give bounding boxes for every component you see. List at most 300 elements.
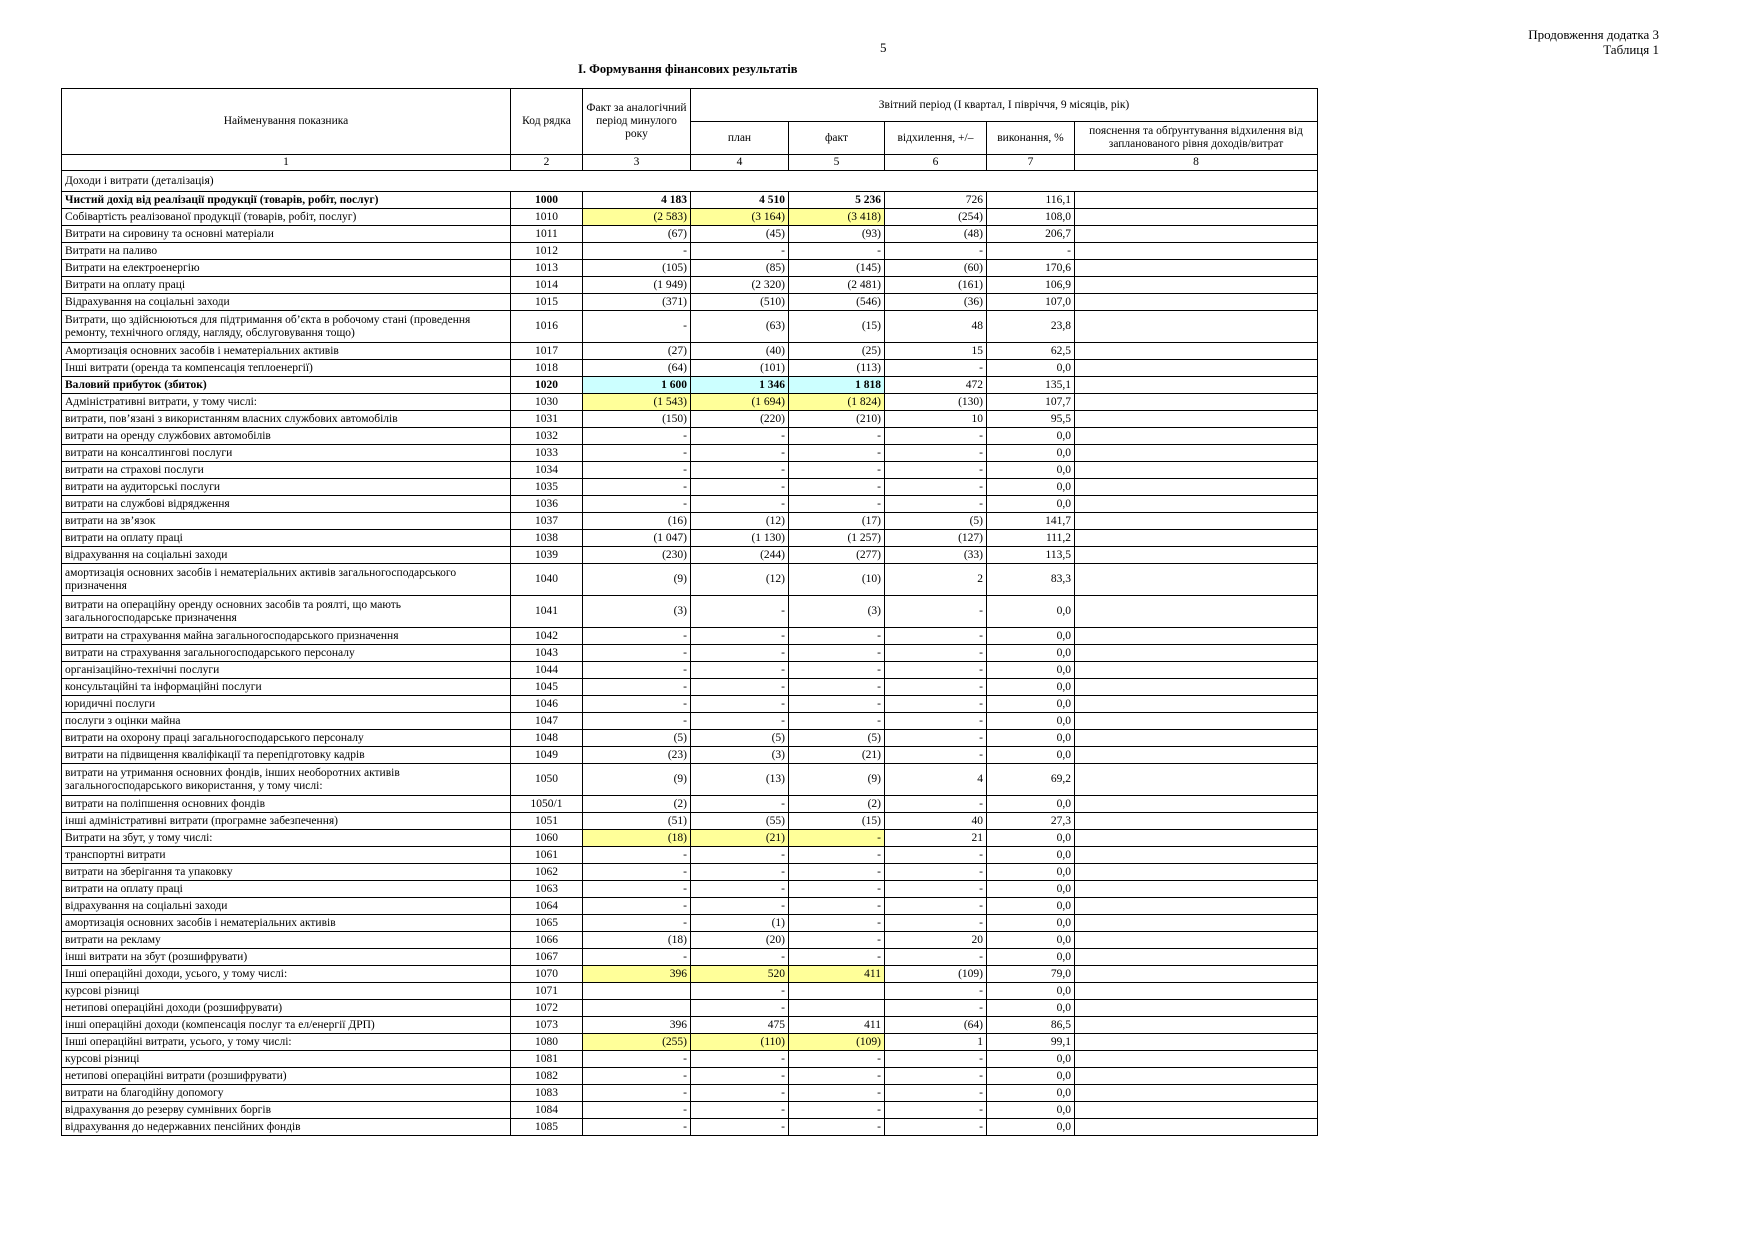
fact-value: (277) [789,547,885,564]
row-name: витрати на рекламу [62,932,511,949]
fact-value [789,1000,885,1017]
row-code: 1010 [511,209,583,226]
prev-year-fact: - [583,1119,691,1136]
prev-year-fact: (16) [583,513,691,530]
deviation-value: (33) [885,547,987,564]
table-row [62,530,1318,547]
plan-value: 475 [691,1017,789,1034]
fact-value: - [789,864,885,881]
row-code: 1039 [511,547,583,564]
explanation-cell [1075,192,1318,209]
row-code: 1062 [511,864,583,881]
explanation-cell [1075,1017,1318,1034]
execution-percent: 95,5 [987,411,1075,428]
fact-value: - [789,881,885,898]
fact-value: - [789,1119,885,1136]
prev-year-fact: - [583,679,691,696]
appendix-continuation: Продовження додатка 3 [1528,27,1659,42]
plan-value: - [691,1119,789,1136]
table-row [62,496,1318,513]
prev-year-fact: - [583,1102,691,1119]
plan-value: - [691,496,789,513]
execution-percent: 23,8 [987,311,1075,343]
plan-value: - [691,628,789,645]
row-code: 1048 [511,730,583,747]
explanation-cell [1075,496,1318,513]
row-code: 1043 [511,645,583,662]
execution-percent: 0,0 [987,898,1075,915]
execution-percent: 0,0 [987,662,1075,679]
plan-value: (20) [691,932,789,949]
deviation-value: - [885,730,987,747]
plan-value: - [691,864,789,881]
row-code: 1050/1 [511,796,583,813]
deviation-value: 726 [885,192,987,209]
deviation-value: - [885,696,987,713]
table-row [62,277,1318,294]
prev-year-fact: (1 949) [583,277,691,294]
row-name: відрахування до недержавних пенсійних фондів [62,1119,511,1136]
row-name: інші операційні доходи (компенсація послуг та ел/енергії ДРП) [62,1017,511,1034]
deviation-value: 10 [885,411,987,428]
explanation-cell [1075,662,1318,679]
table-row [62,915,1318,932]
row-name: витрати на благодійну допомогу [62,1085,511,1102]
explanation-cell [1075,881,1318,898]
page-number: 5 [880,40,887,55]
fact-value: - [789,1068,885,1085]
table-row [62,479,1318,496]
fact-value: - [789,932,885,949]
row-name: витрати на оплату праці [62,530,511,547]
table-row [62,209,1318,226]
plan-value: (85) [691,260,789,277]
explanation-cell [1075,394,1318,411]
deviation-value: - [885,881,987,898]
explanation-cell [1075,547,1318,564]
fact-value: (109) [789,1034,885,1051]
table-row [62,796,1318,813]
execution-percent: 27,3 [987,813,1075,830]
table-row [62,394,1318,411]
execution-percent: 0,0 [987,730,1075,747]
plan-value: (220) [691,411,789,428]
row-code: 1032 [511,428,583,445]
plan-value: (63) [691,311,789,343]
plan-value: (110) [691,1034,789,1051]
row-code: 1082 [511,1068,583,1085]
row-name: Валовий прибуток (збиток) [62,377,511,394]
plan-value: - [691,949,789,966]
fact-value: 411 [789,1017,885,1034]
deviation-value: (36) [885,294,987,311]
table-row [62,260,1318,277]
col-number: 4 [691,155,789,171]
deviation-value: - [885,496,987,513]
deviation-value: (64) [885,1017,987,1034]
prev-year-fact: - [583,898,691,915]
appendix-note [1528,27,1659,57]
explanation-cell [1075,730,1318,747]
row-code: 1065 [511,915,583,932]
header-name: Найменування показника [62,89,511,155]
table-row [62,1017,1318,1034]
prev-year-fact: (9) [583,564,691,596]
col-number: 3 [583,155,691,171]
explanation-cell [1075,209,1318,226]
table-row [62,226,1318,243]
prev-year-fact: - [583,949,691,966]
table-row [62,294,1318,311]
explanation-cell [1075,696,1318,713]
plan-value: (13) [691,764,789,796]
row-code: 1040 [511,564,583,596]
row-name: витрати на зв’язок [62,513,511,530]
deviation-value: - [885,796,987,813]
execution-percent: 0,0 [987,796,1075,813]
plan-value: - [691,1085,789,1102]
row-name: організаційно-технічні послуги [62,662,511,679]
execution-percent: 108,0 [987,209,1075,226]
table-label: Таблиця 1 [1603,42,1659,57]
explanation-cell [1075,277,1318,294]
row-code: 1051 [511,813,583,830]
plan-value: - [691,1102,789,1119]
row-code: 1080 [511,1034,583,1051]
deviation-value: 472 [885,377,987,394]
explanation-cell [1075,360,1318,377]
explanation-cell [1075,596,1318,628]
fact-value: 411 [789,966,885,983]
plan-value: (510) [691,294,789,311]
deviation-value: - [885,662,987,679]
plan-value: - [691,679,789,696]
fact-value: - [789,847,885,864]
deviation-value: - [885,479,987,496]
deviation-value: - [885,596,987,628]
plan-value: - [691,847,789,864]
prev-year-fact: (67) [583,226,691,243]
table-row [62,547,1318,564]
deviation-value: 40 [885,813,987,830]
explanation-cell [1075,813,1318,830]
prev-year-fact: (1 543) [583,394,691,411]
row-name: нетипові операційні витрати (розшифрувати) [62,1068,511,1085]
col-number: 6 [885,155,987,171]
execution-percent: 0,0 [987,747,1075,764]
explanation-cell [1075,226,1318,243]
row-code: 1063 [511,881,583,898]
explanation-cell [1075,1068,1318,1085]
fact-value: (21) [789,747,885,764]
table-row [62,679,1318,696]
table-row [62,966,1318,983]
fact-value: - [789,1085,885,1102]
prev-year-fact: - [583,881,691,898]
deviation-value: (109) [885,966,987,983]
table-row [62,445,1318,462]
execution-percent: 0,0 [987,445,1075,462]
execution-percent: 206,7 [987,226,1075,243]
row-name: інші адміністративні витрати (програмне забезпечення) [62,813,511,830]
header-execution: виконання, % [987,122,1075,155]
explanation-cell [1075,679,1318,696]
explanation-cell [1075,479,1318,496]
prev-year-fact: (3) [583,596,691,628]
row-name: Витрати на паливо [62,243,511,260]
explanation-cell [1075,343,1318,360]
execution-percent: 0,0 [987,949,1075,966]
plan-value: - [691,662,789,679]
header-deviation: відхилення, +/– [885,122,987,155]
row-code: 1013 [511,260,583,277]
explanation-cell [1075,932,1318,949]
row-name: курсові різниці [62,1051,511,1068]
plan-value: - [691,243,789,260]
explanation-cell [1075,1119,1318,1136]
prev-year-fact: - [583,645,691,662]
row-name: витрати на оплату праці [62,881,511,898]
col-number: 8 [1075,155,1318,171]
execution-percent: 0,0 [987,645,1075,662]
row-code: 1011 [511,226,583,243]
prev-year-fact: (1 047) [583,530,691,547]
prev-year-fact: (2) [583,796,691,813]
row-code: 1045 [511,679,583,696]
col-number: 5 [789,155,885,171]
plan-value: (12) [691,564,789,596]
prev-year-fact: (51) [583,813,691,830]
deviation-value: - [885,864,987,881]
explanation-cell [1075,847,1318,864]
table-row [62,764,1318,796]
prev-year-fact: - [583,428,691,445]
table-row [62,628,1318,645]
fact-value: - [789,679,885,696]
row-name: Амортизація основних засобів і нематеріальних активів [62,343,511,360]
row-code: 1081 [511,1051,583,1068]
execution-percent: 0,0 [987,679,1075,696]
explanation-cell [1075,1000,1318,1017]
fact-value: (15) [789,311,885,343]
prev-year-fact: - [583,1068,691,1085]
row-name: витрати на охорону праці загальногосподарського персоналу [62,730,511,747]
row-name: Інші операційні доходи, усього, у тому числі: [62,966,511,983]
deviation-value: - [885,462,987,479]
row-name: Відрахування на соціальні заходи [62,294,511,311]
fact-value: (113) [789,360,885,377]
fact-value: (3) [789,596,885,628]
explanation-cell [1075,830,1318,847]
explanation-cell [1075,564,1318,596]
plan-value: 4 510 [691,192,789,209]
deviation-value: (127) [885,530,987,547]
row-code: 1036 [511,496,583,513]
row-code: 1067 [511,949,583,966]
prev-year-fact: - [583,864,691,881]
table-row [62,813,1318,830]
row-name: послуги з оцінки майна [62,713,511,730]
explanation-cell [1075,530,1318,547]
plan-value: - [691,1051,789,1068]
prev-year-fact: - [583,1085,691,1102]
deviation-value: - [885,898,987,915]
explanation-cell [1075,1051,1318,1068]
execution-percent: - [987,243,1075,260]
fact-value: - [789,428,885,445]
explanation-cell [1075,1085,1318,1102]
explanation-cell [1075,1034,1318,1051]
execution-percent: 0,0 [987,830,1075,847]
explanation-cell [1075,411,1318,428]
col-number: 2 [511,155,583,171]
prev-year-fact: - [583,462,691,479]
fact-value: (3 418) [789,209,885,226]
row-code: 1037 [511,513,583,530]
row-code: 1031 [511,411,583,428]
fact-value: - [789,696,885,713]
deviation-value: - [885,428,987,445]
prev-year-fact: - [583,662,691,679]
table-row [62,311,1318,343]
plan-value: - [691,1068,789,1085]
row-name: Адміністративні витрати, у тому числі: [62,394,511,411]
execution-percent: 83,3 [987,564,1075,596]
execution-percent: 107,0 [987,294,1075,311]
row-name: витрати на підвищення кваліфікації та перепідготовку кадрів [62,747,511,764]
deviation-value: - [885,645,987,662]
deviation-value: (254) [885,209,987,226]
execution-percent: 107,7 [987,394,1075,411]
execution-percent: 0,0 [987,479,1075,496]
explanation-cell [1075,445,1318,462]
row-name: витрати на утримання основних фондів, інших необоротних активів загальногосподарського використання, у тому числі: [62,764,511,796]
fact-value: - [789,915,885,932]
prev-year-fact: (2 583) [583,209,691,226]
deviation-value: - [885,847,987,864]
header-code: Код рядка [511,89,583,155]
plan-value: - [691,713,789,730]
execution-percent: 0,0 [987,915,1075,932]
fact-value [789,983,885,1000]
explanation-cell [1075,713,1318,730]
row-name: нетипові операційні доходи (розшифрувати) [62,1000,511,1017]
explanation-cell [1075,311,1318,343]
table-row [62,1085,1318,1102]
plan-value: - [691,1000,789,1017]
row-code: 1044 [511,662,583,679]
plan-value: - [691,479,789,496]
fact-value: - [789,628,885,645]
deviation-value: (161) [885,277,987,294]
explanation-cell [1075,294,1318,311]
prev-year-fact: 1 600 [583,377,691,394]
row-name: витрати на консалтингові послуги [62,445,511,462]
table-row [62,713,1318,730]
execution-percent: 0,0 [987,932,1075,949]
fact-value: - [789,445,885,462]
header-explanation: пояснення та обґрунтування відхилення від запланованого рівня доходів/витрат [1075,122,1318,155]
prev-year-fact: - [583,479,691,496]
deviation-value: - [885,915,987,932]
financial-results-table [61,88,1318,1136]
fact-value: (15) [789,813,885,830]
plan-value: (12) [691,513,789,530]
prev-year-fact: - [583,445,691,462]
prev-year-fact: (27) [583,343,691,360]
fact-value: (93) [789,226,885,243]
execution-percent: 0,0 [987,596,1075,628]
explanation-cell [1075,377,1318,394]
prev-year-fact: 396 [583,1017,691,1034]
deviation-value: 1 [885,1034,987,1051]
execution-percent: 0,0 [987,1051,1075,1068]
plan-value: (3 164) [691,209,789,226]
execution-percent: 0,0 [987,496,1075,513]
row-code: 1050 [511,764,583,796]
row-name: витрати на страхування майна загальногосподарського призначення [62,628,511,645]
execution-percent: 99,1 [987,1034,1075,1051]
row-code: 1014 [511,277,583,294]
row-name: юридичні послуги [62,696,511,713]
plan-value: (244) [691,547,789,564]
table-row [62,1102,1318,1119]
deviation-value: 21 [885,830,987,847]
prev-year-fact: (255) [583,1034,691,1051]
explanation-cell [1075,796,1318,813]
execution-percent: 0,0 [987,628,1075,645]
execution-percent: 116,1 [987,192,1075,209]
fact-value: - [789,479,885,496]
execution-percent: 86,5 [987,1017,1075,1034]
table-row [62,898,1318,915]
row-code: 1049 [511,747,583,764]
prev-year-fact: - [583,243,691,260]
row-name: витрати на страхові послуги [62,462,511,479]
fact-value: (9) [789,764,885,796]
execution-percent: 0,0 [987,713,1075,730]
table-row [62,513,1318,530]
row-name: Витрати на оплату праці [62,277,511,294]
row-name: Собівартість реалізованої продукції (товарів, робіт, послуг) [62,209,511,226]
explanation-cell [1075,1102,1318,1119]
explanation-cell [1075,915,1318,932]
plan-value: - [691,596,789,628]
deviation-value: (60) [885,260,987,277]
table-row [62,881,1318,898]
fact-value: - [789,830,885,847]
table-row [62,747,1318,764]
explanation-cell [1075,966,1318,983]
table-row [62,645,1318,662]
plan-value: (5) [691,730,789,747]
prev-year-fact [583,1000,691,1017]
explanation-cell [1075,747,1318,764]
row-code: 1070 [511,966,583,983]
fact-value: (145) [789,260,885,277]
fact-value: - [789,949,885,966]
plan-value: - [691,881,789,898]
explanation-cell [1075,260,1318,277]
prev-year-fact: (230) [583,547,691,564]
row-name: курсові різниці [62,983,511,1000]
row-name: консультаційні та інформаційні послуги [62,679,511,696]
row-code: 1035 [511,479,583,496]
table-row [62,411,1318,428]
fact-value: - [789,713,885,730]
plan-value: 520 [691,966,789,983]
row-code: 1017 [511,343,583,360]
